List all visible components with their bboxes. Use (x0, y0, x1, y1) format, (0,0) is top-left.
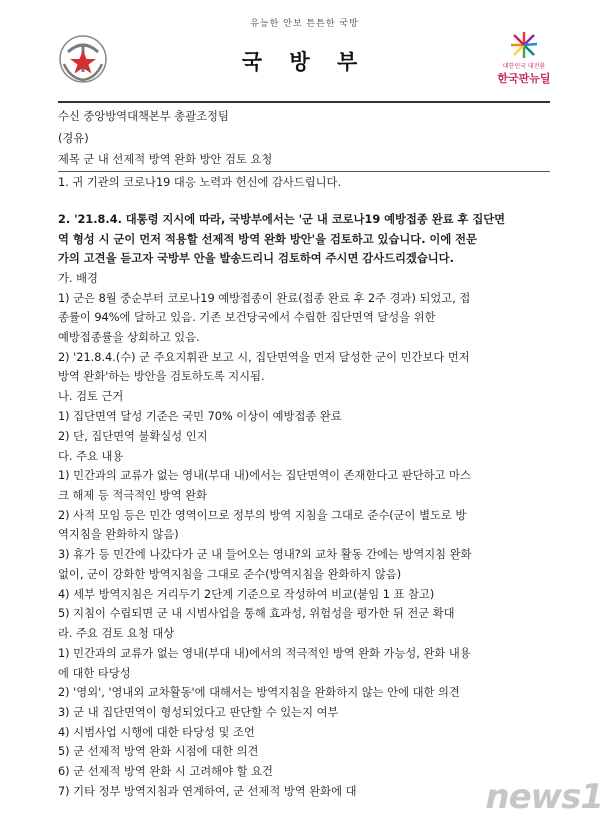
news1-watermark: news1 (485, 777, 603, 817)
body-line: 예방접종률을 상회하고 있음. (58, 331, 200, 344)
body-line: 방역 완화'하는 방안을 검토하도록 지시됨. (58, 370, 265, 383)
body-line: 나. 검토 근거 (58, 390, 124, 403)
body-line: 역지침을 완화하지 않음) (58, 528, 179, 541)
body-line: 가. 배경 (58, 272, 98, 285)
recipient-line: 수신 중앙방역대책본부 총괄조정팀 (58, 110, 229, 123)
body-line: 4) 세부 방역지침은 거리두기 2단계 기준으로 작성하여 비교(붙임 1 표 참고) (58, 588, 435, 601)
body-line: 다. 주요 내용 (58, 450, 124, 463)
body-line: 2) '영외', '영내외 교차활동'에 대해서는 방역지침을 완화하지 않는 안에 대한 의견 (58, 686, 460, 699)
body-line: 2) 사적 모임 등은 민간 영역이므로 정부의 방역 지침을 그대로 준수(군이 별도로 방 (58, 509, 467, 522)
brand-title: 한국판뉴딜 (497, 72, 551, 85)
body-line: 크 해제 등 적극적인 방역 완화 (58, 489, 207, 502)
ministry-title: 국 방 부 (241, 50, 368, 74)
body-line: 종률이 94%에 달하고 있음. 기존 보건당국에서 수립한 집단면역 달성을 위한 (58, 311, 436, 324)
body-line: 2) 단, 집단면역 불확실성 인지 (58, 430, 208, 443)
body-line: 에 대한 타당성 (58, 667, 131, 680)
header-divider (58, 101, 550, 103)
body-line: 1) 민간과의 교류가 없는 영내(부대 내)에서는 집단면역이 존재한다고 판단하고 마스 (58, 469, 471, 482)
via-line: (경유) (58, 132, 89, 145)
new-deal-burst-icon (509, 30, 539, 60)
body-line: 5) 지침이 수립되면 군 내 시범사업을 통해 효과성, 위험성을 평가한 뒤 전군 확대 (58, 607, 455, 620)
body-line: 2) '21.8.4.(수) 군 주요지휘관 보고 시, 집단면역을 먼저 달성한 군이 민간보다 먼저 (58, 351, 470, 364)
new-deal-logo (493, 30, 555, 94)
body-line: 3) 군 내 집단면역이 형성되었다고 판단할 수 있는지 여부 (58, 706, 339, 719)
body-line: 7) 기타 정부 방역지침과 연계하여, 군 선제적 방역 완화에 대 (58, 785, 357, 798)
body-line: 3) 휴가 등 민간에 나갔다가 군 내 들어오는 영내?외 교차 활동 간에는 방역지침 완화 (58, 548, 472, 561)
body-line: 6) 군 선제적 방역 완화 시 고려해야 할 요건 (58, 765, 273, 778)
body-line: 4) 시범사업 시행에 대한 타당성 및 조언 (58, 726, 255, 739)
body-line: 역 형성 시 군이 먼저 적용할 선제적 방역 완화 방안'을 검토하고 있습니다. 이에 전문 (58, 233, 478, 246)
brand-subtitle: 대한민국 대전환 (502, 63, 546, 70)
body-line: 2. '21.8.4. 대통령 지시에 따라, 국방부에서는 '군 내 코로나19 예방접종 완료 후 집단면 (58, 213, 506, 226)
body-line: 가의 고견을 듣고자 국방부 안을 발송드리니 검토하여 주시면 감사드리겠습니다. (58, 252, 454, 265)
subject-line: 제목 군 내 선제적 방역 완화 방안 검토 요청 (58, 153, 273, 166)
body-line: 라. 주요 검토 요청 대상 (58, 627, 175, 640)
body-line: 5) 군 선제적 방역 완화 시점에 대한 의견 (58, 745, 259, 758)
slogan: 유능한 안보 튼튼한 국방 (250, 19, 359, 29)
subject-divider (58, 171, 550, 172)
body-line: 1) 민간과의 교류가 없는 영내(부대 내)에서의 적극적인 방역 완화 가능성, 완화 내용 (58, 647, 471, 660)
body-line: 없이, 군이 강화한 방역지침을 그대로 준수(방역지침을 완화하지 않음) (58, 568, 402, 581)
body-line: 1) 집단면역 달성 기준은 국민 70% 이상이 예방접종 완료 (58, 410, 342, 423)
body-line: 1. 귀 기관의 코로나19 대응 노력과 헌신에 감사드립니다. (58, 176, 342, 189)
body-line: 1) 군은 8월 중순부터 코로나19 예방접종이 완료(접종 완료 후 2주 경과) 되었고, 접 (58, 292, 471, 305)
